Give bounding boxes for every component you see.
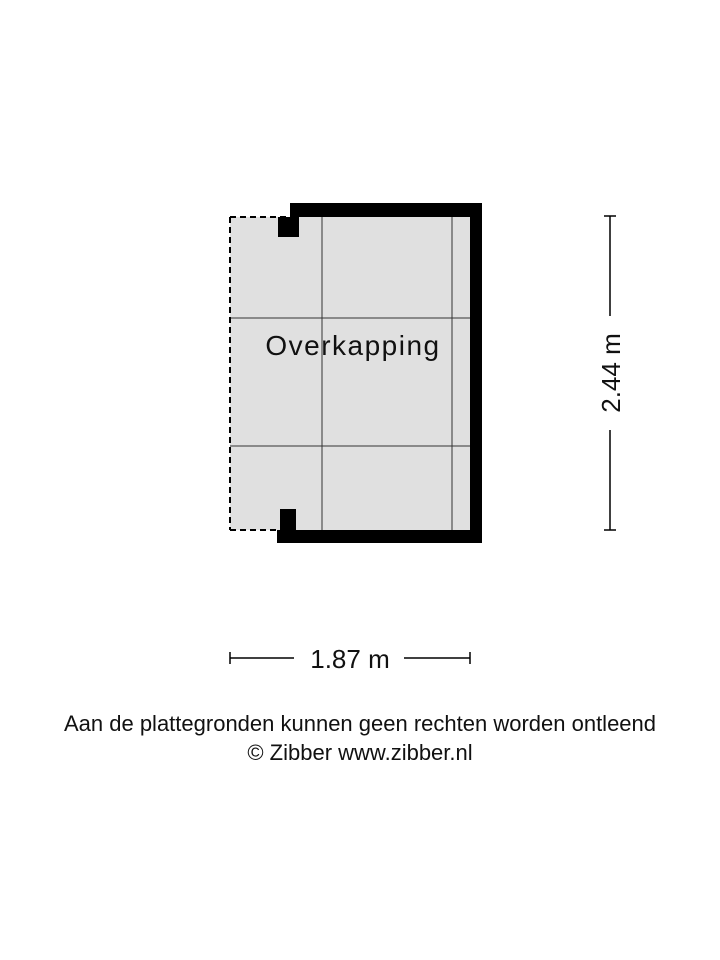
wall-right bbox=[470, 203, 482, 543]
support-post-top bbox=[278, 217, 299, 237]
width-dimension-label: 1.87 m bbox=[310, 644, 390, 674]
wall-top bbox=[290, 203, 482, 217]
wall-bottom bbox=[277, 530, 482, 543]
copyright-text: © Zibber www.zibber.nl bbox=[247, 740, 473, 765]
room-label: Overkapping bbox=[265, 330, 441, 361]
floor-area bbox=[230, 217, 470, 530]
disclaimer-text: Aan de plattegronden kunnen geen rechten worden ontleend bbox=[63, 711, 657, 736]
depth-dimension-label: 2.44 m bbox=[596, 333, 626, 413]
support-post-bottom bbox=[280, 509, 296, 530]
